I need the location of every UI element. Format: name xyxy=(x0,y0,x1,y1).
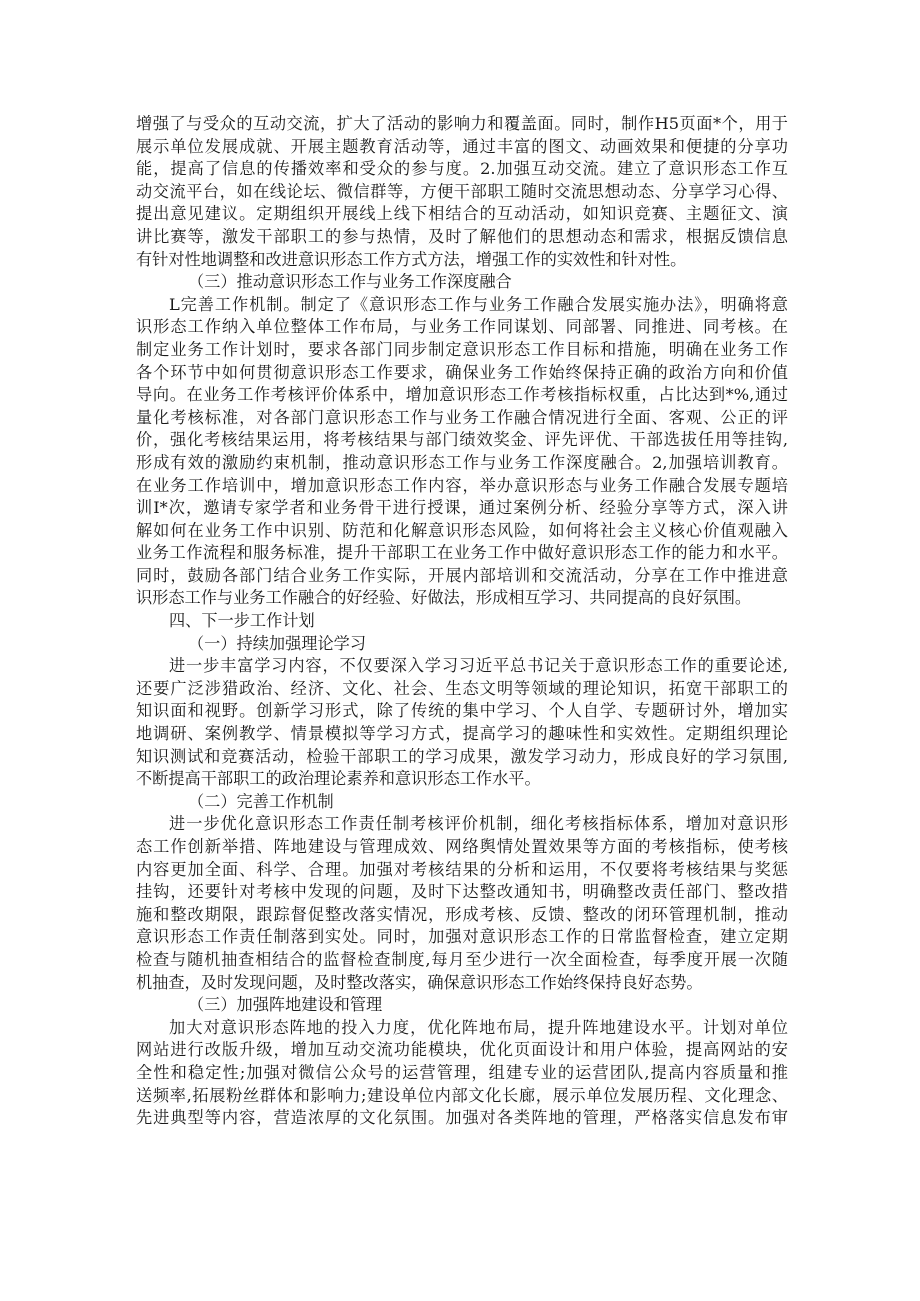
text-line: 训I*次，邀请专家学者和业务骨干进行授课，通过案例分析、经验分享等方式，深入讲 xyxy=(136,498,788,518)
text-line: 检查与随机抽查相结合的监督检查制度,每月至少进行一次全面检查，每季度开展一次随 xyxy=(136,949,788,969)
text-line: 有针对性地调整和改进意识形态工作方式方法，增强工作的实效性和针对性。 xyxy=(136,249,687,269)
text-line: 加大对意识形态阵地的投入力度，优化阵地布局，提升阵地建设水平。计划对单位 xyxy=(169,1017,788,1037)
text-line: 动交流平台，如在线论坛、微信群等，方便干部职工随时交流思想动态、分享学习心得、 xyxy=(136,181,788,201)
text-line: （二）完善工作机制 xyxy=(188,791,334,811)
text-line: 知识面和视野。创新学习形式，除了传统的集中学习、个人自学、专题研讨外，增加实 xyxy=(136,701,788,721)
text-line: 先进典型等内容，营造浓厚的文化氛围。加强对各类阵地的管理，严格落实信息发布审 xyxy=(136,1108,788,1128)
text-line: 各个环节中如何贯彻意识形态工作要求，确保业务工作始终保持正确的政治方向和价值 xyxy=(136,362,788,382)
text-line: 内容更加全面、科学、合理。加强对考核结果的分析和运用，不仅要将考核结果与奖惩 xyxy=(136,859,788,879)
text-line: 网站进行改版升级，增加互动交流功能模块，优化页面设计和用户体验，提高网站的安 xyxy=(136,1040,788,1060)
text-line: 不断提高干部职工的政治理论素养和意识形态工作水平。 xyxy=(136,769,541,789)
text-line: （三）推动意识形态工作与业务工作深度融合 xyxy=(188,272,512,292)
text-line: 进一步丰富学习内容，不仅要深入学习习近平总书记关于意识形态工作的重要论述, xyxy=(169,656,788,676)
text-line: 还要广泛涉猎政治、经济、文化、社会、生态文明等领域的理论知识，拓宽干部职工的 xyxy=(136,678,788,698)
text-line: 量化考核标准，对各部门意识形态工作与业务工作融合情况进行全面、客观、公正的评 xyxy=(136,407,788,427)
text-line: 机抽查，及时发现问题，及时整改落实，确保意识形态工作始终保持良好态势。 xyxy=(136,972,703,992)
text-line: 地调研、案例教学、情景模拟等学习方式，提高学习的趣味性和实效性。定期组织理论 xyxy=(136,724,788,744)
text-line: 识形态工作纳入单位整体工作布局，与业务工作同谋划、同部署、同推进、同考核。在 xyxy=(136,317,788,337)
text-line: 挂钩，还要针对考核中发现的问题，及时下达整改通知书，明确整改责任部门、整改措 xyxy=(136,882,788,902)
text-line: 形成有效的激励约束机制，推动意识形态工作与业务工作深度融合。2,加强培训教育。 xyxy=(136,452,788,472)
text-line: 全性和稳定性;加强对微信公众号的运营管理，组建专业的运营团队,提高内容质量和推 xyxy=(136,1062,788,1082)
text-line: 增强了与受众的互动交流，扩大了活动的影响力和覆盖面。同时，制作H5页面*个，用于 xyxy=(136,114,788,133)
text-line: 意识形态工作责任制落到实处。同时，加强对意识形态工作的日常监督检查，建立定期 xyxy=(136,927,788,947)
text-line: 提出意见建议。定期组织开展线上线下相结合的互动活动，如知识竞赛、主题征文、演 xyxy=(136,204,788,224)
text-line: 解如何在业务工作中识别、防范和化解意识形态风险，如何将社会主义核心价值观融入 xyxy=(136,520,788,540)
text-line: 制定业务工作计划时，要求各部门同步制定意识形态工作目标和措施，明确在业务工作 xyxy=(136,339,788,359)
text-line: L完善工作机制。制定了《意识形态工作与业务工作融合发展实施办法》，明确将意 xyxy=(169,294,788,314)
text-line: 四、下一步工作计划 xyxy=(169,611,315,631)
text-line: 施和整改期限，跟踪督促整改落实情况，形成考核、反馈、整改的闭环管理机制，推动 xyxy=(136,904,788,924)
text-line: 业务工作流程和服务标准，提升干部职工在业务工作中做好意识形态工作的能力和水平。 xyxy=(136,543,788,563)
text-line: （三）加强阵地建设和管理 xyxy=(188,995,383,1015)
text-line: 能，提高了信息的传播效率和受众的参与度。2.加强互动交流。建立了意识形态工作互 xyxy=(136,159,788,179)
text-line: 在业务工作培训中，增加意识形态工作内容，举办意识形态与业务工作融合发展专题培 xyxy=(136,475,788,495)
text-line: 识形态工作与业务工作融合的好经验、好做法，形成相互学习、共同提高的良好氛围。 xyxy=(136,588,752,608)
text-line: 知识测试和竞赛活动，检验干部职工的学习成果，激发学习动力，形成良好的学习氛围, xyxy=(136,746,788,766)
document-body xyxy=(136,113,788,1130)
text-line: 导向。在业务工作考核评价体系中，增加意识形态工作考核指标权重，占比达到*%,通过 xyxy=(136,385,788,405)
text-line: 展示单位发展成就、开展主题教育活动等，通过丰富的图文、动画效果和便捷的分享功 xyxy=(136,136,788,156)
text-line: 价，强化考核结果运用，将考核结果与部门绩效奖金、评先评优、干部选拔任用等挂钩, xyxy=(136,430,788,450)
text-line: 进一步优化意识形态工作责任制考核评价机制，细化考核指标体系，增加对意识形 xyxy=(169,814,788,834)
text-line: 送频率,拓展粉丝群体和影响力;建设单位内部文化长廊，展示单位发展历程、文化理念、 xyxy=(136,1085,788,1105)
text-line: 同时，鼓励各部门结合业务工作实际，开展内部培训和交流活动，分享在工作中推进意 xyxy=(136,565,788,585)
text-line: 讲比赛等，激发干部职工的参与热情，及时了解他们的思想动态和需求，根据反馈信息 xyxy=(136,226,788,246)
text-line: 态工作创新举措、阵地建设与管理成效、网络舆情处置效果等方面的考核指标，使考核 xyxy=(136,837,788,856)
text-line: （一）持续加强理论学习 xyxy=(188,633,367,653)
